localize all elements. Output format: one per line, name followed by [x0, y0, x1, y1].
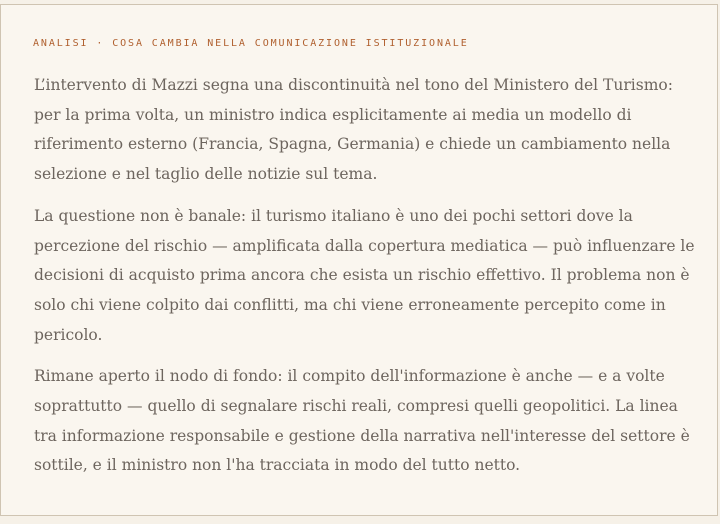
paragraph-2: La questione non è banale: il turismo italiano è uno dei pochi settori dove la percezione del rischio — amplificata dalla copertura mediatica — può influenzare le decisioni di acquisto prima ancora che esista un rischio effettivo. Il problema non è solo chi viene colpito dai conflitti, ma chi viene erroneamente percepito come in pericolo.: [34, 206, 695, 344]
analysis-body: [34, 71, 704, 493]
section-kicker: ANALISI · COSA CAMBIA NELLA COMUNICAZIONE ISTITUZIONALE: [33, 38, 469, 49]
paragraph-3: Rimane aperto il nodo di fondo: il compito dell'informazione è anche — e a volte soprattutto — quello di segnalare rischi reali, compresi quelli geopolitici. La linea tra informazione responsabile e gestione della narrativa nell'interesse del settore è sottile, e il ministro non l'ha tracciata in modo del tutto netto.: [34, 367, 690, 475]
analysis-box: [0, 4, 718, 516]
paragraph-1: L’intervento di Mazzi segna una discontinuità nel tono del Ministero del Turismo: per la prima volta, un ministro indica esplicitamente ai media un modello di riferimento esterno (Francia, Spagna, Germania) e chiede un cambiamento nella selezione e nel taglio delle notizie sul tema.: [34, 76, 673, 184]
